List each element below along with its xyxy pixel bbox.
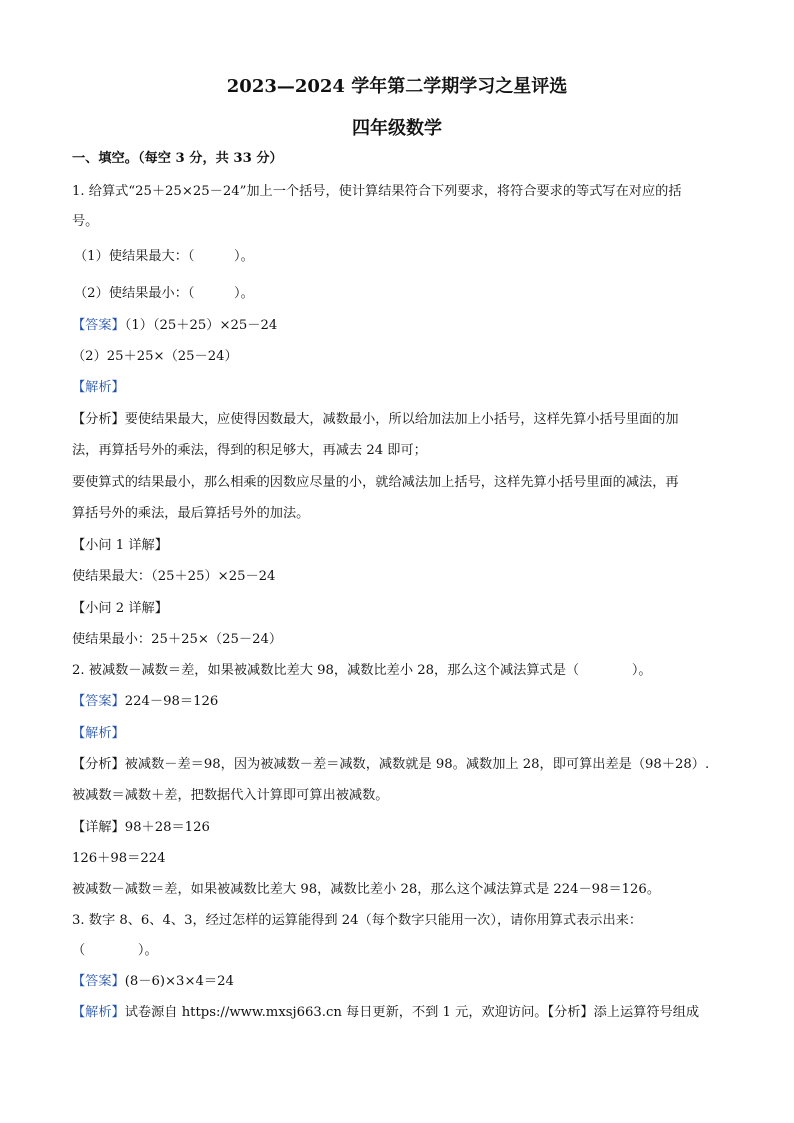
q1-analysis-line1: [72, 411, 724, 429]
analysis-tag: 【解析】: [72, 380, 125, 395]
q2-detail-line1: [72, 819, 724, 837]
q1-answer2: （2）25＋25×（25－24）: [72, 349, 238, 364]
q1-answer1: （1）（25＋25）×25－24: [124, 318, 278, 333]
q3-stem-line2: （ ）。: [72, 943, 158, 958]
q1-detail2-tag: 【小问 2 详解】: [72, 601, 168, 616]
q2-detail-line2: 126＋98＝224: [72, 851, 166, 866]
analysis-tag: 【解析】: [72, 726, 125, 741]
q1-sub1: （1）使结果最大：（ ）。: [74, 249, 254, 264]
q1-detail1-tag: 【小问 1 详解】: [72, 538, 168, 553]
q2-detail-line3: 被减数－减数＝差，如果被减数比差大 98，减数比差小 28，那么这个减法算式是 224－98＝126。: [72, 882, 661, 897]
analysis-tag: 【解析】: [72, 1005, 125, 1020]
q2-answer: 224－98＝126: [124, 694, 219, 709]
q2-answer-line: [72, 693, 724, 711]
answer-tag: 【答案】: [72, 318, 125, 333]
answer-tag: 【答案】: [72, 974, 125, 989]
q1-stem-line2: 号。: [72, 214, 99, 229]
q1-answer-line: [72, 317, 724, 335]
q2-detail-text1: 98＋28＝126: [124, 820, 210, 835]
q1-analysis-line4: 算括号外的乘法，最后算括号外的加法。: [72, 506, 310, 521]
q2-analysis-line2: 被减数＝减数＋差，把数据代入计算即可算出被减数。: [72, 788, 389, 803]
analysis-subtag: 【分析】: [72, 412, 125, 427]
q3-source-note: 试卷源自 https://www.mxsj663.cn 每日更新，不到 1 元，欢迎访问。: [124, 1005, 548, 1020]
q3-analysis-text: 添上运算符号组成: [593, 1005, 700, 1020]
q1-stem-line1: 1. 给算式“25＋25×25－24”加上一个括号，使计算结果符合下列要求，将符合要求的等式写在对应的括: [72, 184, 682, 199]
answer-tag: 【答案】: [72, 694, 125, 709]
analysis-subtag: 【分析】: [72, 757, 125, 772]
q1-analysis-line3: 要使算式的结果最小，那么相乘的因数应尽量的小，就给减法加上括号，这样先算小括号里面的减法，再: [72, 475, 679, 490]
page-subtitle: 四年级数学: [352, 118, 442, 139]
section-heading: 一、填空。（每空 3 分，共 33 分）: [72, 151, 283, 166]
q2-analysis-text1: 被减数－差＝98，因为被减数－差＝减数，减数就是 98。减数加上 28，即可算出差是（98＋28）.: [124, 757, 710, 772]
q1-analysis-text1: 要使结果最大，应使得因数最大，减数最小，所以给加法加上小括号，这样先算小括号里面的加: [124, 412, 679, 427]
q2-stem: 2. 被减数－减数＝差，如果被减数比差大 98，减数比差小 28，那么这个减法算式是（ ）。: [72, 663, 652, 678]
detail-tag: 【详解】: [72, 820, 125, 835]
analysis-subtag: 【分析】: [547, 1005, 594, 1020]
q2-analysis-line1: [72, 756, 724, 774]
q1-detail1: 使结果最大：（25＋25）×25－24: [72, 569, 276, 584]
q3-answer-line: [72, 973, 724, 991]
q3-stem-line1: 3. 数字 8、6、4、3，经过怎样的运算能得到 24（每个数字只能用一次），请你用算式表示出来：: [72, 913, 643, 928]
q1-detail2: 使结果最小：25＋25×（25－24）: [72, 632, 283, 647]
q3-answer: (8－6)×3×4＝24: [124, 974, 234, 989]
page-title: 2023—2024 学年第二学期学习之星评选: [226, 76, 568, 97]
q3-analysis-line: [72, 1004, 724, 1022]
q1-sub2: （2）使结果最小：（ ）。: [74, 286, 254, 301]
q1-analysis-line2: 法，再算括号外的乘法，得到的积足够大，再减去 24 即可；: [72, 443, 427, 458]
